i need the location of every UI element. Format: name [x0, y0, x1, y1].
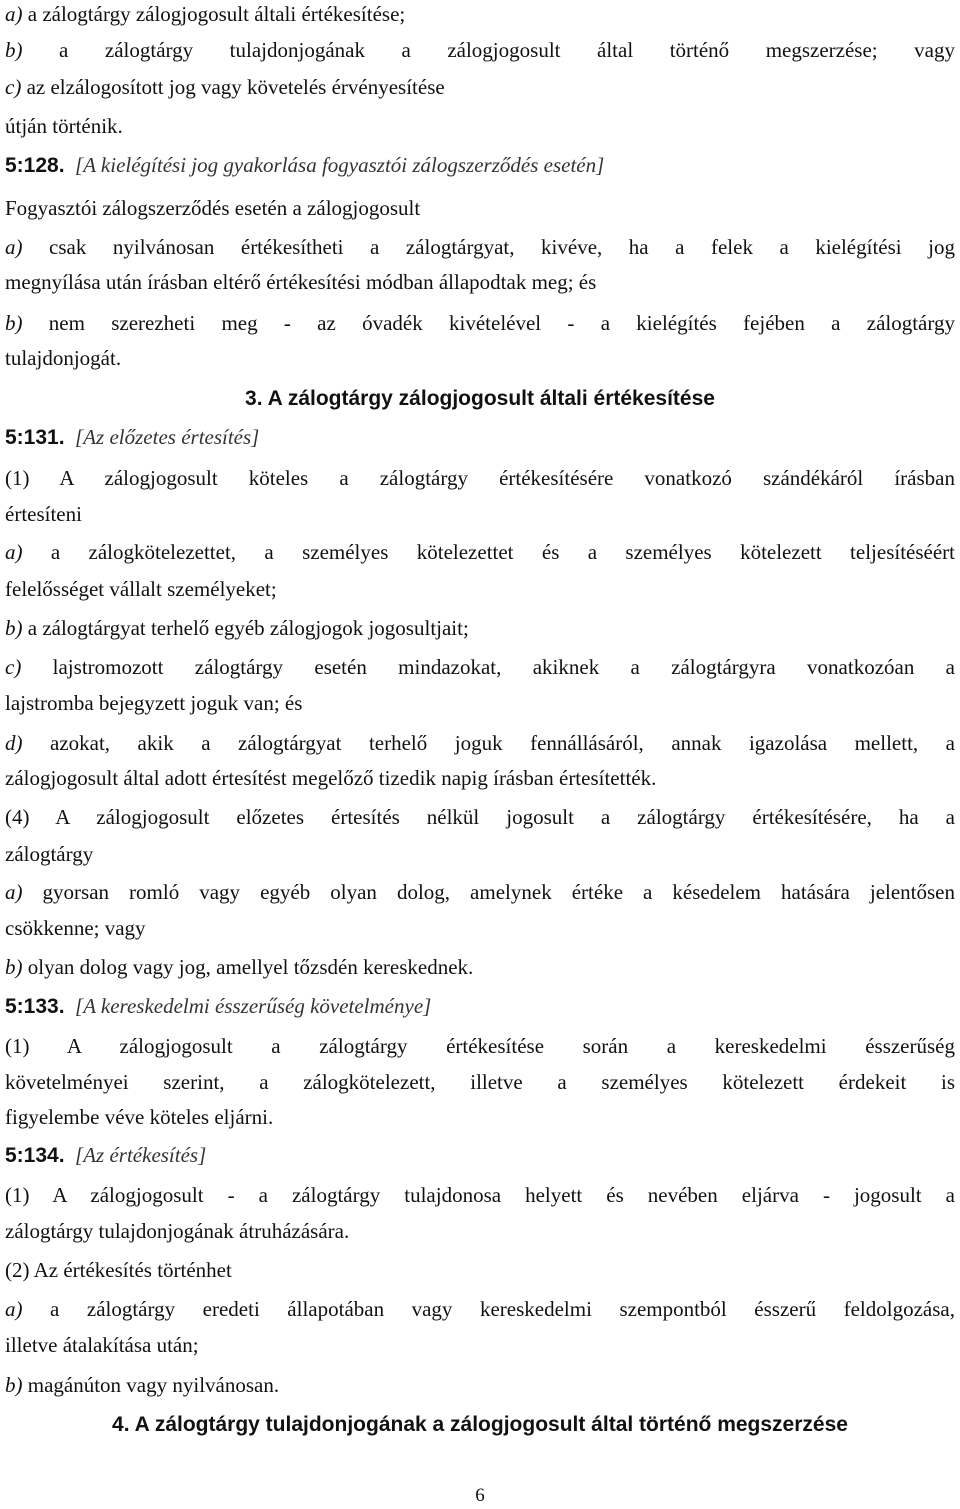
section-number: 5:131. [5, 426, 65, 449]
text-line [5, 1181, 955, 1209]
section-caption: [Az előzetes értesítés] [75, 425, 260, 449]
item-letter: b) [5, 1373, 23, 1397]
text-line [5, 36, 955, 64]
line-text: csökkenne; vagy [5, 916, 146, 940]
text-line [5, 653, 955, 681]
text-line [5, 575, 955, 603]
line-text: zálogtárgy tulajdonjogának átruházására. [5, 1219, 350, 1243]
line-text: értesíteni [5, 502, 82, 526]
text-line [5, 729, 955, 757]
section-heading [5, 423, 955, 451]
line-text: (4) A zálogjogosult előzetes értesítés nélkül jogosult a zálogtárgy értékesítésére, ha a [5, 805, 955, 829]
text-line [5, 840, 955, 868]
line-text: a zálogtárgy zálogjogosult általi értékesítése; [22, 2, 406, 26]
line-text: a zálogkötelezettet, a személyes kötelezettet és a személyes kötelezett teljesítéséért [22, 540, 955, 564]
text-line [5, 194, 955, 222]
text-line [5, 344, 955, 372]
chapter-heading [0, 1410, 960, 1438]
text-line [5, 689, 955, 717]
line-text: zálogjogosult által adott értesítést megelőző tizedik napig írásban értesítették. [5, 766, 657, 790]
section-number: 5:133. [5, 995, 65, 1018]
text-line [5, 1295, 955, 1323]
item-letter: a) [5, 880, 23, 904]
line-text: (1) A zálogjogosult köteles a zálogtárgy értékesítésére vonatkozó szándékáról írásban [5, 466, 955, 490]
item-letter: b) [5, 311, 23, 335]
section-number: 5:128. [5, 154, 65, 177]
text-line [5, 1256, 955, 1284]
item-letter: c) [5, 655, 22, 679]
item-letter: b) [5, 616, 23, 640]
text-line [5, 914, 955, 942]
text-line [5, 233, 955, 261]
line-text: felelősséget vállalt személyeket; [5, 577, 277, 601]
line-text: figyelembe véve köteles eljárni. [5, 1105, 274, 1129]
section-heading [5, 151, 955, 179]
text-line [5, 1331, 955, 1359]
text-line [5, 878, 955, 906]
text-line [5, 1068, 955, 1096]
line-text: lajstromba bejegyzett joguk van; és [5, 691, 303, 715]
item-letter: a) [5, 235, 23, 259]
text-line [5, 309, 955, 337]
item-letter: a) [5, 1297, 23, 1321]
item-letter: d) [5, 731, 23, 755]
line-text: (2) Az értékesítés történhet [5, 1258, 232, 1282]
item-letter: b) [5, 38, 23, 62]
chapter-title: 3. A zálogtárgy zálogjogosult általi értékesítése [245, 387, 715, 410]
page-number: 6 [475, 1485, 485, 1506]
section-heading [5, 1141, 955, 1169]
line-text: azokat, akik a zálogtárgyat terhelő joguk fennállásáról, annak igazolása mellett, a [22, 731, 955, 755]
line-text: a zálogtárgy eredeti állapotában vagy kereskedelmi szempontból ésszerű feldolgozása, [22, 1297, 955, 1321]
text-line [5, 500, 955, 528]
item-letter: c) [5, 75, 22, 99]
chapter-heading [0, 384, 960, 412]
text-line [5, 112, 955, 140]
line-text: olyan dolog vagy jog, amellyel tőzsdén kereskednek. [22, 955, 474, 979]
line-text: követelményei szerint, a zálogkötelezett, illetve a személyes kötelezett érdekeit is [5, 1070, 955, 1094]
text-line [5, 464, 955, 492]
section-caption: [A kielégítési jog gyakorlása fogyasztói zálogszerződés esetén] [75, 153, 605, 177]
line-text: illetve átalakítása után; [5, 1333, 199, 1357]
line-text: útján történik. [5, 114, 123, 138]
chapter-title: 4. A zálogtárgy tulajdonjogának a zálogjogosult által történő megszerzése [112, 1413, 848, 1436]
text-line [5, 953, 955, 981]
line-text: a zálogtárgyat terhelő egyéb zálogjogok jogosultjait; [22, 616, 469, 640]
item-letter: a) [5, 2, 23, 26]
line-text: tulajdonjogát. [5, 346, 122, 370]
section-caption: [Az értékesítés] [75, 1143, 207, 1167]
item-letter: b) [5, 955, 23, 979]
text-line [5, 73, 955, 101]
line-text: nem szerezheti meg - az óvadék kivételével - a kielégítés fejében a zálogtárgy [22, 311, 955, 335]
section-number: 5:134. [5, 1144, 65, 1167]
line-text: (1) A zálogjogosult a zálogtárgy értékesítése során a kereskedelmi ésszerűség [5, 1034, 955, 1058]
line-text: gyorsan romló vagy egyéb olyan dolog, amelynek értéke a késedelem hatására jelentősen [22, 880, 955, 904]
line-text: (1) A zálogjogosult - a zálogtárgy tulajdonosa helyett és nevében eljárva - jogosult a [5, 1183, 955, 1207]
line-text: lajstromozott zálogtárgy esetén mindazokat, akiknek a zálogtárgyra vonatkozóan a [21, 655, 955, 679]
text-line [5, 1103, 955, 1131]
line-text: megnyílása után írásban eltérő értékesítési módban állapodtak meg; és [5, 270, 597, 294]
text-line [5, 538, 955, 566]
text-line [5, 1371, 955, 1399]
line-text: a zálogtárgy tulajdonjogának a zálogjogosult által történő megszerzése; vagy [22, 38, 955, 62]
text-line [5, 0, 955, 28]
line-text: Fogyasztói zálogszerződés esetén a zálogjogosult [5, 196, 421, 220]
line-text: zálogtárgy [5, 842, 94, 866]
text-line [5, 803, 955, 831]
text-line [5, 614, 955, 642]
section-heading [5, 992, 955, 1020]
line-text: csak nyilvánosan értékesítheti a zálogtárgyat, kivéve, ha a felek a kielégítési jog [22, 235, 955, 259]
section-caption: [A kereskedelmi ésszerűség követelménye] [75, 994, 432, 1018]
line-text: magánúton vagy nyilvánosan. [22, 1373, 280, 1397]
text-line [5, 764, 955, 792]
text-line [5, 268, 955, 296]
item-letter: a) [5, 540, 23, 564]
text-line [5, 1032, 955, 1060]
line-text: az elzálogosított jog vagy követelés érvényesítése [21, 75, 445, 99]
text-line [5, 1217, 955, 1245]
